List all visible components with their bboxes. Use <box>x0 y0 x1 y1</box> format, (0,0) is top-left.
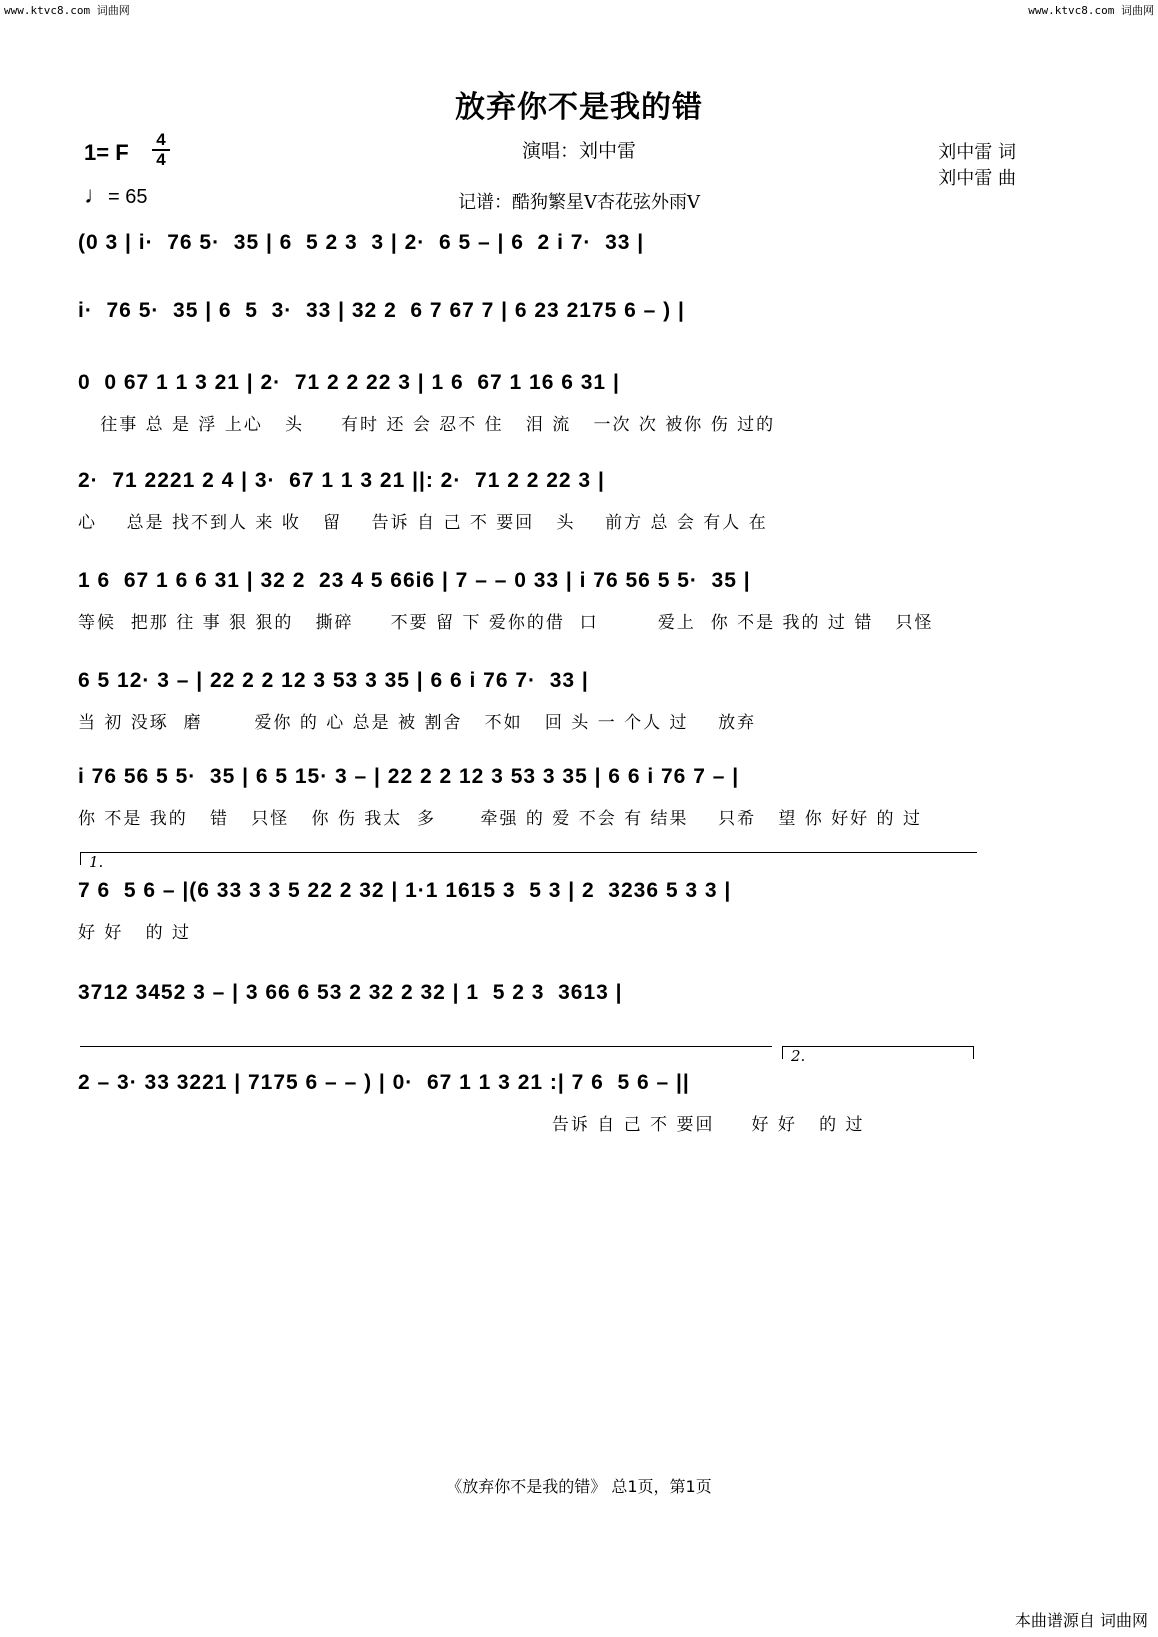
score-row-10 <box>78 1066 981 1162</box>
second-ending-label: 2. <box>791 1047 806 1065</box>
lyric-line: 你 不是 我的 错 只怪 你 伤 我太 多 牵强 的 爱 不会 有 结果 只希 望 你 好好 的 过 <box>78 809 922 829</box>
notation-line: i 76 56 5 5· 35 | 6 5 15· 3 – | 22 2 2 12 3 53 3 35 | 6 6 i 76 7 – | <box>78 765 740 788</box>
notation-line: 2· 71 2221 2 4 | 3· 67 1 1 3 21 ||: 2· 71 2 2 22 3 | <box>78 469 605 492</box>
notation-line: 1 6 67 1 6 6 31 | 32 2 23 4 5 66i6 | 7 – – 0 33 | i 76 56 5 5· 35 | <box>78 569 751 592</box>
first-ending-bracket <box>80 852 977 871</box>
credits <box>938 140 1016 192</box>
singer-line: 演唱：刘中雷 <box>521 140 636 162</box>
repeat-bracket <box>80 1046 772 1059</box>
notation-line: (0 3 | i· 76 5· 35 | 6 5 2 3 3 | 2· 6 5 – | 6 2 i 7· 33 | <box>78 231 645 254</box>
lyric-line: 往事 总 是 浮 上心 头 有时 还 会 忍不 住 泪 流 一次 次 被你 伤 过的 <box>78 415 776 435</box>
score-row-7 <box>78 760 981 856</box>
lyric-line: 告诉 自 己 不 要回 好 好 的 过 <box>78 1115 865 1135</box>
time-signature <box>152 132 170 168</box>
transcriber-line: 记谱：酷狗繁星V杏花弦外雨V <box>458 192 700 213</box>
first-ending-label: 1. <box>89 853 104 871</box>
quarter-note-icon: ♩ <box>84 182 108 209</box>
notation-line: 3712 3452 3 – | 3 66 6 53 2 32 2 32 | 1 5 2 3 3613 | <box>78 981 623 1004</box>
lyric-line: 当 初 没琢 磨 爱你 的 心 总是 被 割舍 不如 回 头 一 个人 过 放弃 <box>78 713 757 733</box>
time-signature-bottom: 4 <box>156 150 166 169</box>
score-row-6 <box>78 664 981 760</box>
notation-line: 6 5 12· 3 – | 22 2 2 12 3 53 3 35 | 6 6 i 76 7· 33 | <box>78 669 589 692</box>
watermark-left: www.ktvc8.com 词曲网 <box>4 4 130 17</box>
page-footer: 《放弃你不是我的错》 总1页，第1页 <box>446 1477 712 1496</box>
song-title: 放弃你不是我的错 <box>455 90 703 125</box>
tempo-value: = 65 <box>108 186 148 208</box>
score-row-8 <box>78 874 981 970</box>
source-credit: 本曲谱源自 词曲网 <box>1014 1611 1148 1630</box>
score-row-5 <box>78 564 981 660</box>
notation-line: 7 6 5 6 – |(6 33 3 3 5 22 2 32 | 1·1 1615 3 5 3 | 2 3236 5 3 3 | <box>78 879 732 902</box>
notation-line: 0 0 67 1 1 3 21 | 2· 71 2 2 22 3 | 1 6 67 1 16 6 31 | <box>78 371 620 394</box>
lyric-line: 等候 把那 往 事 狠 狠的 撕碎 不要 留 下 爱你的借 口 爱上 你 不是 我的 过 错 只怪 <box>78 613 934 633</box>
score-row-4 <box>78 464 981 560</box>
lyricist-credit: 刘中雷 词 <box>938 142 1016 163</box>
key-signature: 1= F <box>84 140 129 165</box>
second-ending-bracket <box>782 1046 974 1065</box>
score-row-3 <box>78 366 981 462</box>
lyric-line: 心 总是 找不到人 来 收 留 告诉 自 己 不 要回 头 前方 总 会 有人 在 <box>78 513 768 533</box>
notation-line: i· 76 5· 35 | 6 5 3· 33 | 32 2 6 7 67 7 | 6 23 2175 6 – ) | <box>78 299 685 322</box>
time-signature-top: 4 <box>156 130 166 149</box>
lyric-line: 好 好 的 过 <box>78 923 192 943</box>
watermark-right: www.ktvc8.com 词曲网 <box>1028 4 1154 17</box>
composer-credit: 刘中雷 曲 <box>938 168 1016 189</box>
notation-line: 2 – 3· 33 3221 | 7175 6 – – ) | 0· 67 1 1 3 21 :| 7 6 5 6 – || <box>78 1071 690 1094</box>
tempo-marking <box>84 182 147 210</box>
